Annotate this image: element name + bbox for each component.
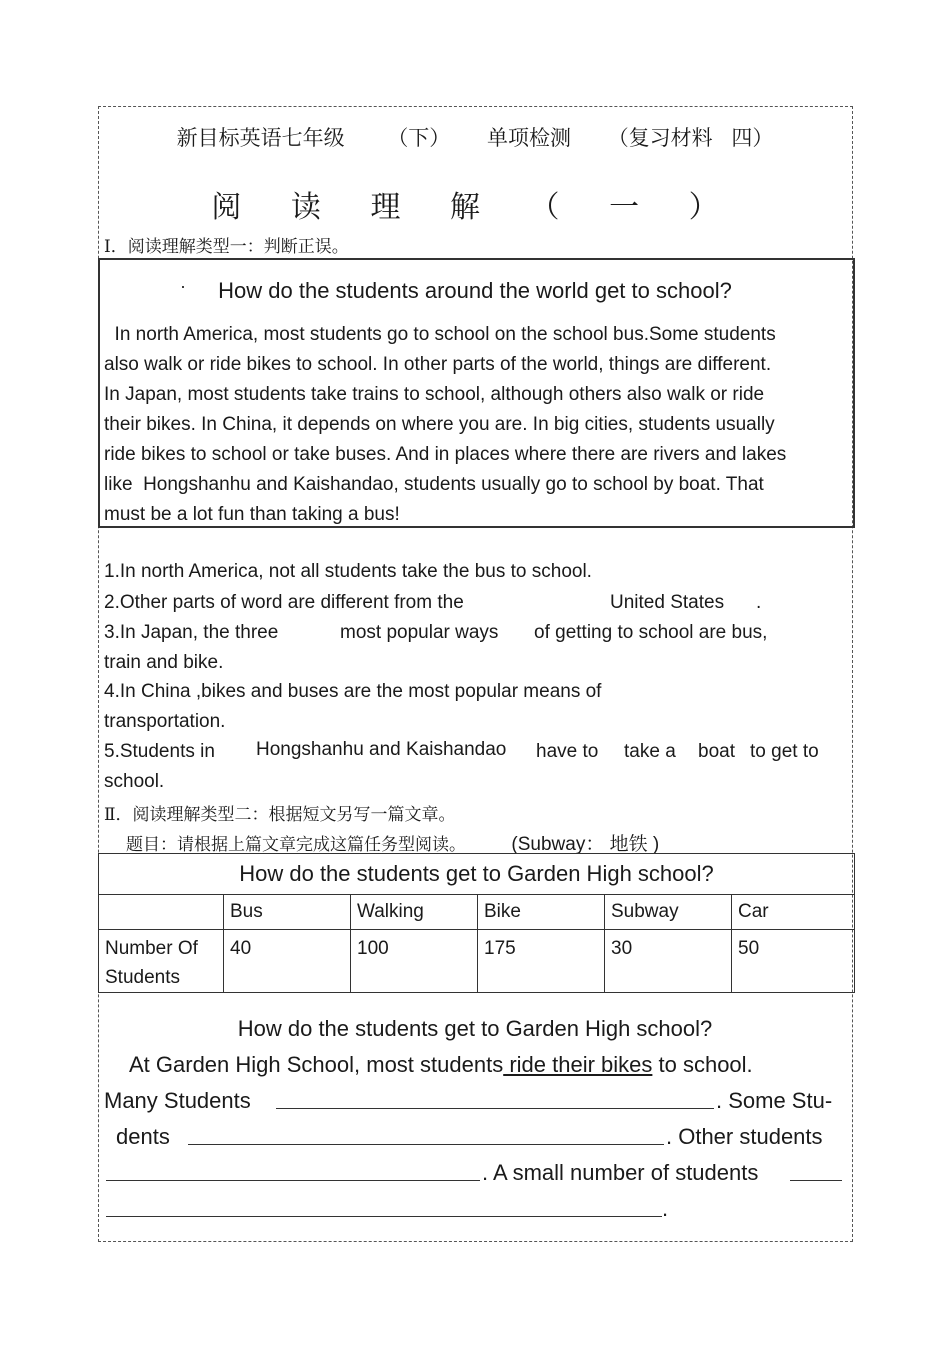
table-header-cell: Subway xyxy=(605,895,732,930)
task-text: 题目：请根据上篇文章完成这篇任务型阅读。 xyxy=(126,835,466,855)
answer-line-1 xyxy=(129,1052,753,1078)
answer-line-4: . A small number of students xyxy=(482,1160,759,1185)
answer-text: to school. xyxy=(652,1052,753,1077)
header-number: 四） xyxy=(731,126,774,150)
passage-line: like Hongshanhu and Kaishandao, students usually go to school by boat. That xyxy=(104,474,764,495)
question-3-rest: of getting to school are bus, xyxy=(534,622,768,643)
table-cell: 40 xyxy=(224,930,351,993)
table-cell: 100 xyxy=(351,930,478,993)
table-header-cell: Bike xyxy=(478,895,605,930)
table-cell: 175 xyxy=(478,930,605,993)
table-header-cell: Car xyxy=(732,895,855,930)
question-1: 1.In north America, not all students take the bus to school. xyxy=(104,561,592,582)
question-5-part: boat xyxy=(698,741,735,762)
answer-line-5-end: . xyxy=(662,1196,669,1221)
bullet-mark: · xyxy=(180,276,186,296)
header-material: （复习材料 xyxy=(607,126,713,150)
answer-title: How do the students get to Garden High school? xyxy=(237,1016,713,1041)
row-label-line: Students xyxy=(105,967,180,988)
question-5-cont: school. xyxy=(104,771,165,792)
table-caption: How do the students get to Garden High school? xyxy=(99,854,855,895)
question-3 xyxy=(104,622,768,644)
question-4-cont: transportation. xyxy=(104,711,226,732)
question-3-text: 3.In Japan, the three xyxy=(104,622,279,643)
question-2-phrase: United States xyxy=(610,592,725,613)
table-row-label xyxy=(99,930,224,993)
answer-line-2: Many Students xyxy=(104,1088,251,1113)
question-5-part: have to xyxy=(536,741,599,762)
question-4: 4.In China ,bikes and buses are the most popular means of xyxy=(104,681,602,702)
transport-table xyxy=(98,853,855,993)
answer-line-2-end: . Some Stu- xyxy=(716,1088,833,1113)
answer-text: At Garden High School, most students xyxy=(129,1052,504,1077)
table-cell: 30 xyxy=(605,930,732,993)
answer-filled-example: ride their bikes xyxy=(503,1052,653,1077)
row-label-line: Number Of xyxy=(105,938,198,959)
subway-hint: (Subway： 地铁 ) xyxy=(511,834,660,855)
passage-title: How do the students around the world get to school? xyxy=(218,278,732,303)
question-5-part: to get to xyxy=(750,741,819,762)
question-2-end: . xyxy=(756,592,762,613)
answer-blank-2[interactable] xyxy=(188,1144,664,1145)
section-1-label: Ⅰ．阅读理解类型一：判断正误。 xyxy=(104,237,349,257)
question-2 xyxy=(104,592,762,614)
answer-blank-5[interactable] xyxy=(106,1216,662,1217)
worksheet-header xyxy=(0,122,950,152)
task-instruction xyxy=(126,829,659,856)
table-header-cell xyxy=(99,895,224,930)
table-cell: 50 xyxy=(732,930,855,993)
answer-blank-3[interactable] xyxy=(106,1180,480,1181)
passage-line: must be a lot fun than taking a bus! xyxy=(104,504,400,525)
question-2-text: 2.Other parts of word are different from the xyxy=(104,592,464,613)
section-2-label: Ⅱ．阅读理解类型二：根据短文另写一篇文章。 xyxy=(104,805,456,825)
passage-body xyxy=(104,320,852,530)
page-title: 阅 读 理 解 （ 一 ） xyxy=(211,190,739,225)
table-header-cell: Bus xyxy=(224,895,351,930)
passage-line: also walk or ride bikes to school. In other parts of the world, things are different. xyxy=(104,354,772,375)
question-3-phrase: most popular ways xyxy=(340,622,499,643)
answer-line-3: dents xyxy=(116,1124,170,1149)
passage-line: In Japan, most students take trains to school, although others also walk or ride xyxy=(104,384,765,405)
passage-line: In north America, most students go to school on the school bus.Some students xyxy=(104,324,776,345)
question-5-part: take a xyxy=(624,741,676,762)
question-3-cont: train and bike. xyxy=(104,652,224,673)
table-header-cell: Walking xyxy=(351,895,478,930)
question-5 xyxy=(104,739,819,763)
header-course: 新目标英语七年级 xyxy=(176,126,345,150)
answer-line-3-end: . Other students xyxy=(666,1124,823,1149)
question-5-text: 5.Students in xyxy=(104,741,215,762)
answer-blank-1[interactable] xyxy=(276,1108,714,1109)
passage-line: their bikes. In China, it depends on where you are. In big cities, students usually xyxy=(104,414,775,435)
passage-line: ride bikes to school or take buses. And in places where there are rivers and lakes xyxy=(104,444,787,465)
header-term: （下） xyxy=(387,126,451,150)
question-5-places: Hongshanhu and Kaishandao xyxy=(256,739,507,760)
header-test-type: 单项检测 xyxy=(487,126,571,150)
answer-blank-4[interactable] xyxy=(790,1180,842,1181)
